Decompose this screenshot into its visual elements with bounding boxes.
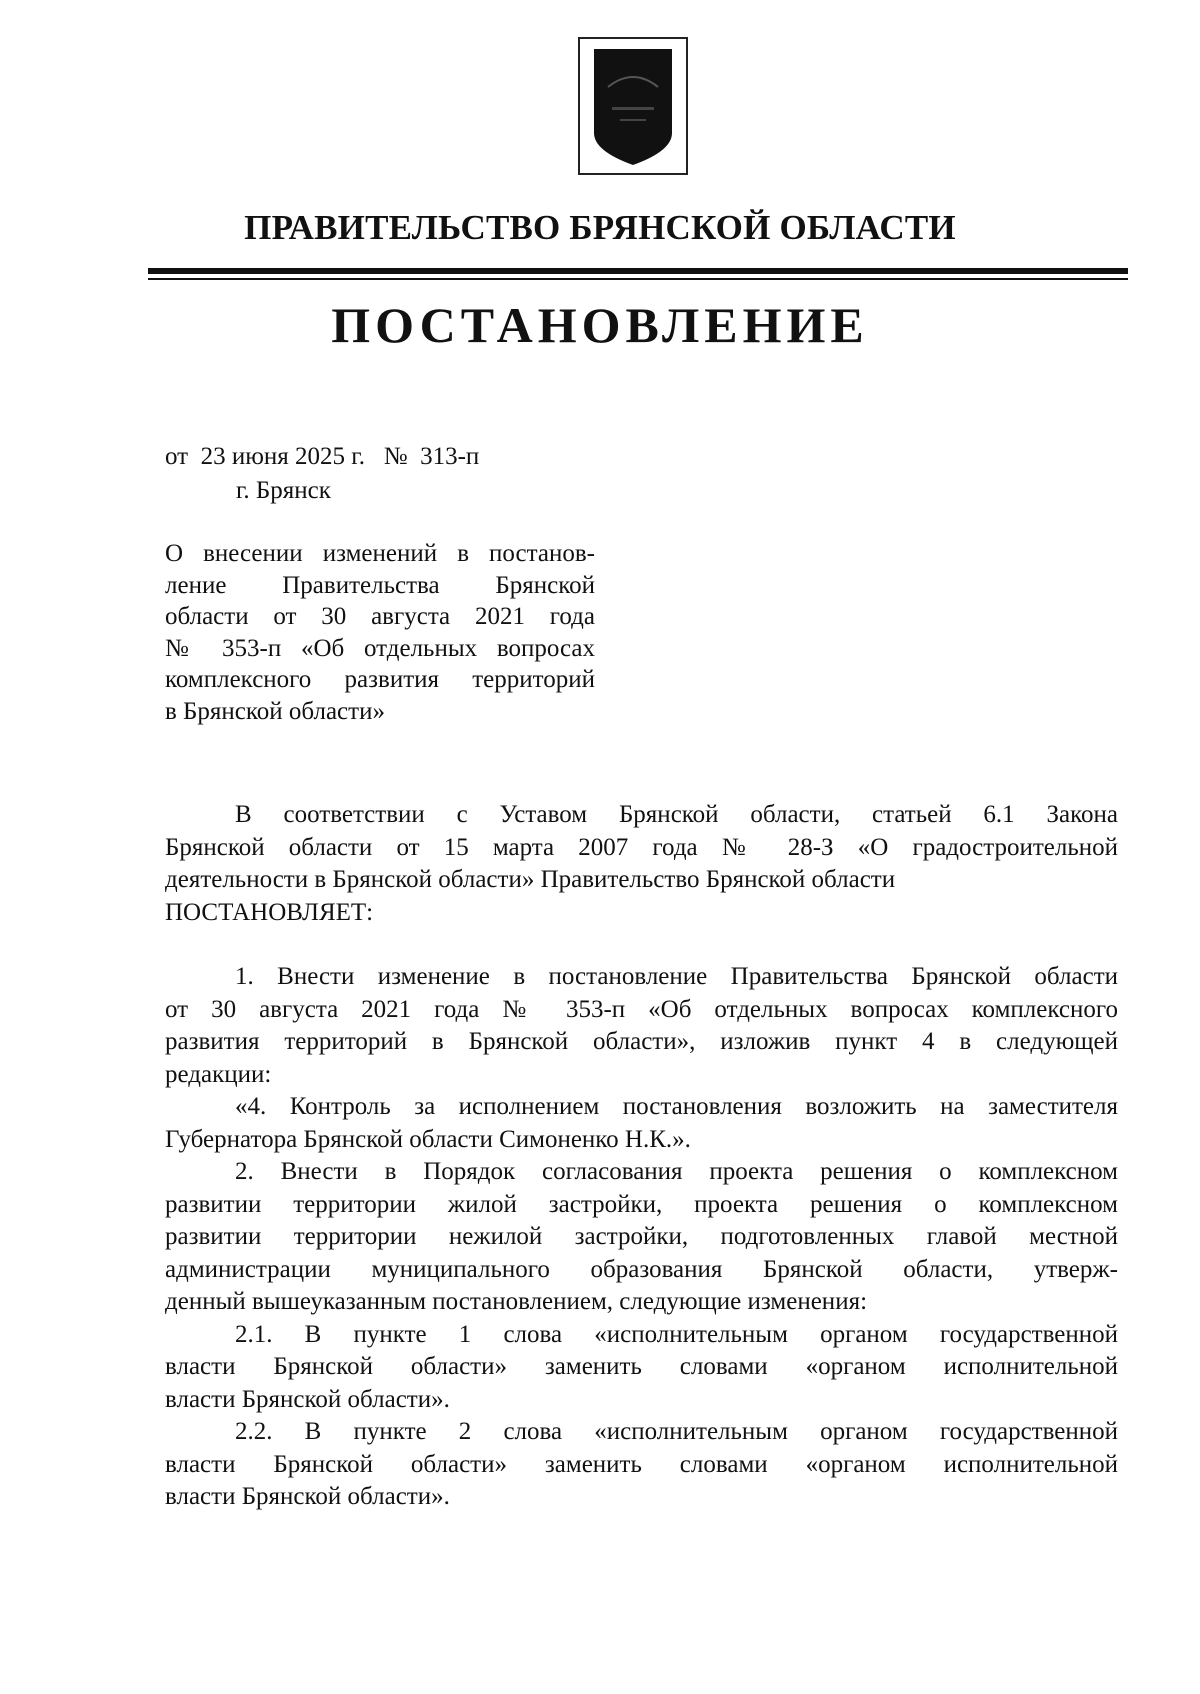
body-line: деятельности в Брянской области» Правительство Брянской области: [165, 866, 896, 893]
body-line: власти Брянской области».: [165, 1385, 450, 1413]
body-line: от 30 августа 2021 года № 353-п «Об отдельных вопросах комплексного: [165, 995, 1118, 1023]
body-line: власти Брянской области» заменить словами «органом исполнительной: [165, 1353, 1118, 1380]
body-line: развития территорий в Брянской области», изложив пункт 4 в следующей: [165, 1028, 1118, 1055]
subject-line: в Брянской области»: [165, 697, 385, 725]
body-line: 2.1. В пункте 1 слова «исполнительным органом государственной: [235, 1320, 1118, 1348]
document-number: 313-п: [420, 443, 480, 470]
subject-line: № 353-п «Об отдельных вопросах: [165, 634, 595, 662]
subject-line: комплексного развития территорий: [165, 666, 595, 693]
date-number-line: [165, 443, 479, 471]
body-line: «4. Контроль за исполнением постановления возложить на заместителя: [235, 1093, 1118, 1120]
paragraph-gap: [165, 929, 1118, 961]
coat-of-arms-icon: [590, 47, 676, 167]
body-line: редакции:: [165, 1060, 272, 1088]
date-prefix: от: [165, 443, 189, 470]
body-line: Брянской области от 15 марта 2007 года № 28-З «О градостроительной: [165, 833, 1118, 861]
authority-name: ПРАВИТЕЛЬСТВО БРЯНСКОЙ ОБЛАСТИ: [244, 208, 956, 247]
header-rule-thin: [148, 278, 1128, 280]
document-body: [165, 799, 1118, 1514]
body-line: развитии территории нежилой застройки, подготовленных главой местной: [165, 1223, 1118, 1250]
body-line: развитии территории жилой застройки, проекта решения о комплексном: [165, 1190, 1118, 1218]
preamble-paragraph: [165, 799, 1118, 929]
document-date: 23 июня 2025 г.: [200, 443, 365, 470]
document-type-title: ПОСТАНОВЛЕНИЕ: [331, 297, 869, 353]
item-2-1-paragraph: [165, 1319, 1118, 1417]
body-line: денный вышеуказанным постановлением, следующие изменения:: [165, 1288, 868, 1315]
item-2-paragraph: [165, 1156, 1118, 1319]
body-line: Губернатора Брянской области Симоненко Н.К.».: [165, 1125, 691, 1153]
item-1-quote-paragraph: [165, 1091, 1118, 1156]
body-line: власти Брянской области».: [165, 1483, 450, 1510]
subject-line: ление Правительства Брянской: [165, 571, 595, 599]
header-rule-thick: [148, 268, 1128, 274]
body-line: В соответствии с Уставом Брянской области, статьей 6.1 Закона: [235, 801, 1118, 828]
body-line: 2. Внести в Порядок согласования проекта решения о комплексном: [235, 1158, 1118, 1185]
city: г. Брянск: [236, 477, 331, 504]
subject-line: О внесении изменений в постанов-: [165, 540, 595, 567]
body-line: ПОСТАНОВЛЯЕТ:: [165, 898, 374, 926]
body-line: власти Брянской области» заменить словами «органом исполнительной: [165, 1450, 1118, 1478]
subject-line: области от 30 августа 2021 года: [165, 603, 595, 630]
body-line: 2.2. В пункте 2 слова «исполнительным органом государственной: [235, 1418, 1118, 1445]
emblem-frame: [578, 37, 688, 175]
body-line: администрации муниципального образования Брянской области, утверж-: [165, 1255, 1118, 1283]
item-2-2-paragraph: [165, 1416, 1118, 1514]
item-1-paragraph: [165, 961, 1118, 1091]
body-line: 1. Внести изменение в постановление Правительства Брянской области: [235, 963, 1118, 990]
number-sign: №: [383, 443, 408, 470]
document-subject: [165, 538, 595, 727]
